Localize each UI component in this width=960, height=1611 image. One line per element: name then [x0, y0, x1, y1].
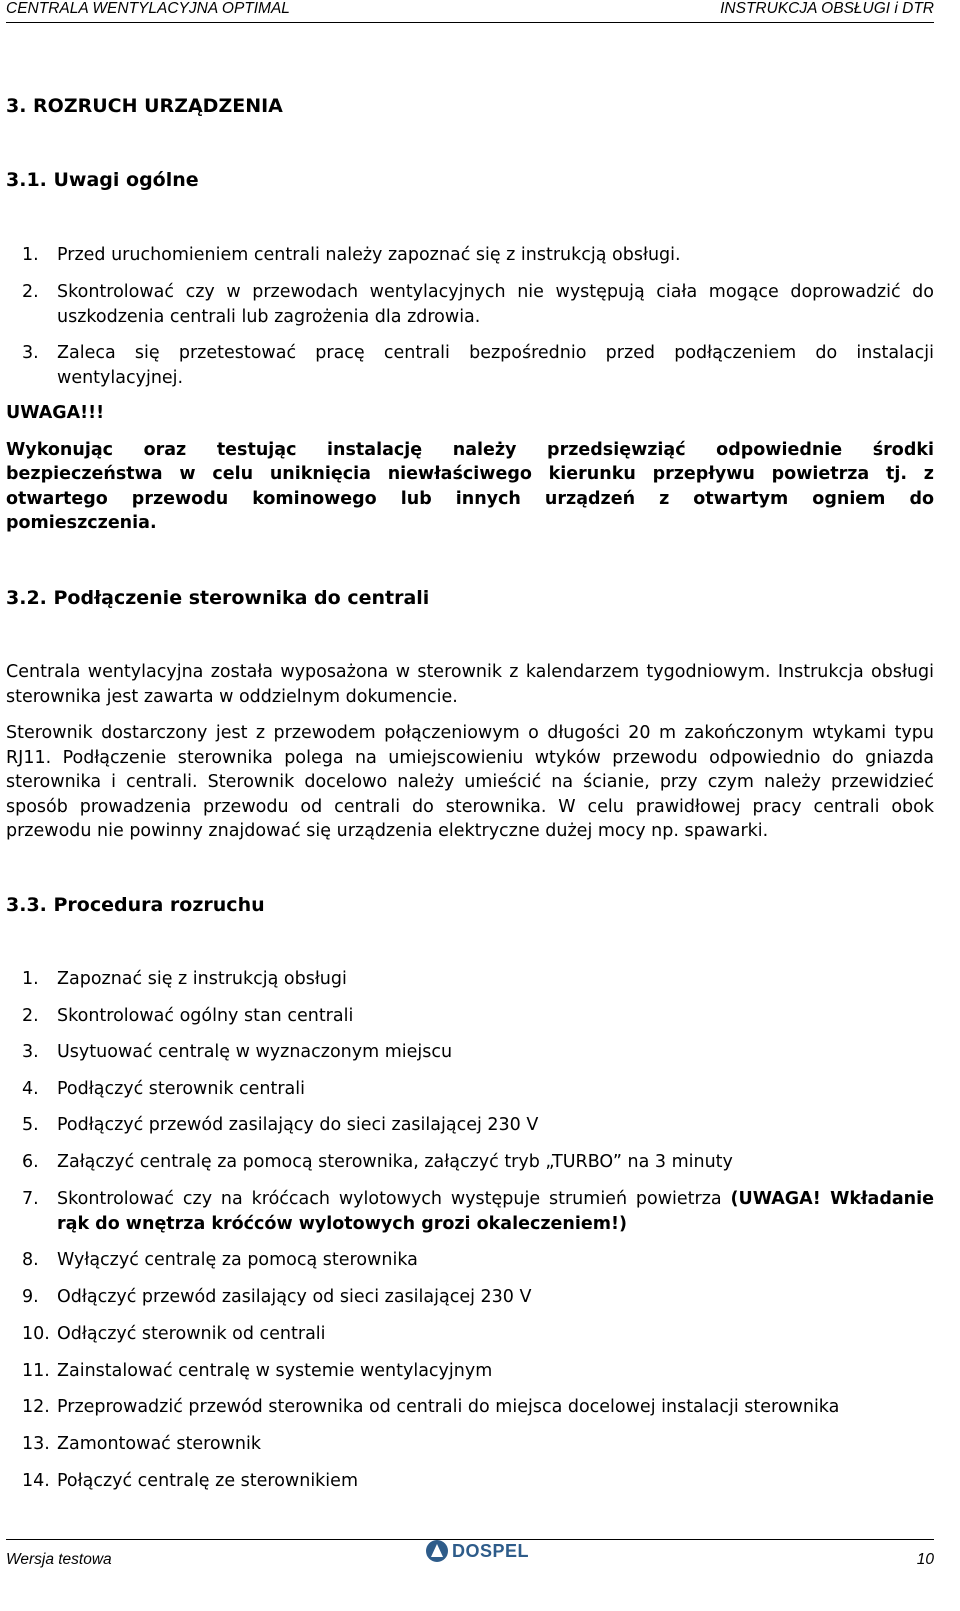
page-footer	[6, 1539, 934, 1580]
step-number: 11.	[22, 1361, 50, 1381]
step-text-main: Załączyć centralę za pomocą sterownika, załączyć tryb „TURBO” na 3 minuty	[57, 1152, 733, 1172]
step-text-main: Połączyć centralę ze sterownikiem	[57, 1471, 358, 1491]
company-logo	[426, 1540, 529, 1562]
subsection-3-2-title: 3.2. Podłączenie sterownika do centrali	[6, 587, 430, 609]
step-number: 9.	[22, 1287, 39, 1307]
step-text-main: Odłączyć sterownik od centrali	[57, 1324, 326, 1344]
step-warning: (UWAGA! Wkładanie rąk do wnętrza króćców wylotowych grozi okaleczeniem!)	[57, 1189, 934, 1234]
logo-icon	[426, 1540, 448, 1562]
step-text	[57, 1359, 934, 1384]
step-number: 7.	[22, 1189, 39, 1209]
step-text	[57, 1248, 934, 1273]
step-text	[57, 1150, 934, 1175]
list-number: 1.	[22, 245, 39, 265]
list-number: 3.	[22, 343, 39, 363]
page-header	[6, 0, 934, 23]
step-text-main: Wyłączyć centralę za pomocą sterownika	[57, 1250, 418, 1270]
list-text: Zaleca się przetestować pracę centrali bezpośrednio przed podłączeniem do instalacji wentylacyjnej.	[57, 343, 934, 388]
step-number: 14.	[22, 1471, 50, 1491]
warning-label: UWAGA!!!	[6, 403, 105, 423]
step-text	[57, 967, 934, 992]
paragraph: Centrala wentylacyjna została wyposażona w sterownik z kalendarzem tygodniowym. Instrukcja obsługi sterownika jest zawarta w oddzielnym dokumencie.	[6, 662, 934, 707]
subsection-3-1-title: 3.1. Uwagi ogólne	[6, 169, 199, 191]
step-number: 1.	[22, 969, 39, 989]
subsection-3-3-title: 3.3. Procedura rozruchu	[6, 894, 265, 916]
step-text-main: Podłączyć przewód zasilający do sieci zasilającej 230 V	[57, 1115, 539, 1135]
step-number: 12.	[22, 1397, 50, 1417]
step-text-main: Skontrolować czy na króćcach wylotowych występuje strumień powietrza	[57, 1189, 722, 1209]
step-text	[57, 1004, 934, 1029]
warning-text: Wykonując oraz testując instalację należy przedsięwziąć odpowiednie środki bezpieczeństwa w celu uniknięcia niewłaściwego kierunku przepływu powietrza tj. z otwartego przewodu kominowego lub innych urządzeń z otwartym ogniem do pomieszczenia.	[6, 440, 934, 533]
footer-version: Wersja testowa	[6, 1551, 112, 1568]
header-title: CENTRALA WENTYLACYJNA OPTIMAL	[6, 0, 290, 17]
step-text-main: Zainstalować centralę w systemie wentylacyjnym	[57, 1361, 493, 1381]
step-number: 3.	[22, 1042, 39, 1062]
paragraph: Sterownik dostarczony jest z przewodem połączeniowym o długości 20 m zakończonym wtykami typu RJ11. Podłączenie sterownika polega na umiejscowieniu wtyków przewodu odpowiednio do gniazda sterownika i centrali. Sterownik docelowo należy umieścić na ścianie, przy czym należy przewidzieć sposób prowadzenia przewodu od centrali do sterownika. W celu prawidłowej pracy centrali obok przewodu nie powinny znajdować się urządzenia elektryczne dużej mocy np. spawarki.	[6, 723, 934, 841]
step-number: 10.	[22, 1324, 50, 1344]
step-text-main: Zapoznać się z instrukcją obsługi	[57, 969, 347, 989]
step-text-main: Podłączyć sterownik centrali	[57, 1079, 305, 1099]
step-text	[57, 1432, 934, 1457]
list-text: Przed uruchomieniem centrali należy zapoznać się z instrukcją obsługi.	[57, 245, 681, 265]
step-text	[57, 1469, 934, 1494]
step-number: 2.	[22, 1006, 39, 1026]
step-text	[57, 1285, 934, 1310]
page-number: 10	[916, 1551, 934, 1568]
list-number: 2.	[22, 282, 39, 302]
step-text-main: Odłączyć przewód zasilający od sieci zasilającej 230 V	[57, 1287, 532, 1307]
step-number: 4.	[22, 1079, 39, 1099]
step-text	[57, 1040, 934, 1065]
step-text	[57, 1113, 934, 1138]
step-text-main: Przeprowadzić przewód sterownika od centrali do miejsca docelowej instalacji sterownika	[57, 1397, 840, 1417]
step-text-main: Skontrolować ogólny stan centrali	[57, 1006, 354, 1026]
step-number: 5.	[22, 1115, 39, 1135]
step-number: 8.	[22, 1250, 39, 1270]
step-text	[57, 1322, 934, 1347]
step-text	[57, 1187, 934, 1236]
step-number: 6.	[22, 1152, 39, 1172]
step-text	[57, 1077, 934, 1102]
header-doc-type: INSTRUKCJA OBSŁUGI i DTR	[720, 0, 934, 17]
list-text: Skontrolować czy w przewodach wentylacyjnych nie występują ciała mogące doprowadzić do uszkodzenia centrali lub zagrożenia dla zdrowia.	[57, 282, 934, 327]
logo-text: DOSPEL	[452, 1540, 530, 1561]
section-title: 3. ROZRUCH URZĄDZENIA	[6, 95, 283, 117]
step-text-main: Usytuować centralę w wyznaczonym miejscu	[57, 1042, 453, 1062]
step-text	[57, 1395, 934, 1420]
step-text-main: Zamontować sterownik	[57, 1434, 262, 1454]
step-number: 13.	[22, 1434, 50, 1454]
